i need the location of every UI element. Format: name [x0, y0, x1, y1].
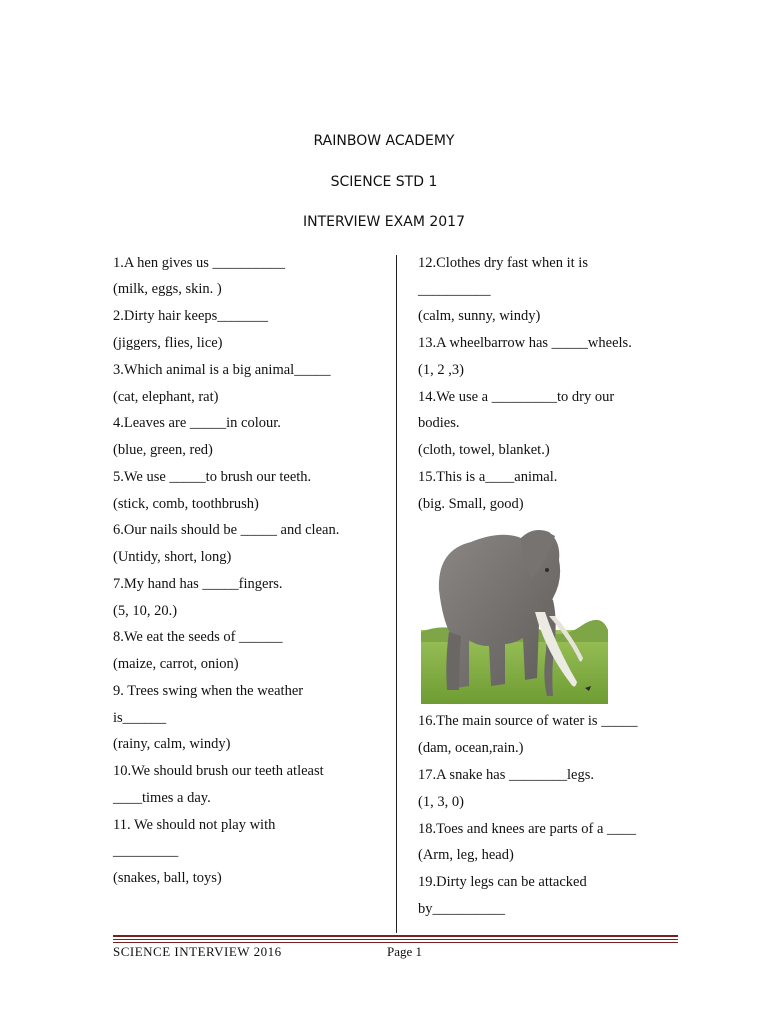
options-line: (dam, ocean,rain.) — [418, 740, 524, 756]
question-line: 6.Our nails should be _____ and clean. — [113, 522, 340, 538]
question-line: 7.My hand has _____fingers. — [113, 576, 283, 592]
question-line: 11. We should not play with — [113, 817, 276, 833]
options-line: (cloth, towel, blanket.) — [418, 442, 550, 458]
options-line: (calm, sunny, windy) — [418, 308, 541, 324]
options-line: (jiggers, flies, lice) — [113, 335, 223, 351]
options-line: (milk, eggs, skin. ) — [113, 281, 222, 297]
question-line: 13.A wheelbarrow has _____wheels. — [418, 335, 632, 351]
question-line: 15.This is a____animal. — [418, 469, 558, 485]
subject-title: SCIENCE STD 1 — [330, 174, 438, 190]
question-line: ____times a day. — [113, 790, 211, 806]
options-line: (1, 3, 0) — [418, 794, 464, 810]
question-line: 10.We should brush our teeth atleast — [113, 763, 324, 779]
footer-title: SCIENCE INTERVIEW 2016 — [113, 944, 282, 959]
page-number: Page 1 — [387, 944, 423, 959]
options-line: (cat, elephant, rat) — [113, 389, 219, 405]
elephant-photo — [421, 520, 608, 704]
question-line: bodies. — [418, 415, 460, 431]
question-line: _________ — [113, 843, 179, 859]
question-line: 4.Leaves are _____in colour. — [113, 415, 281, 431]
footer-rule — [113, 942, 678, 943]
footer-rule — [113, 939, 678, 940]
question-line: 12.Clothes dry fast when it is — [418, 255, 588, 271]
question-line: 9. Trees swing when the weather — [113, 683, 304, 699]
question-line: 1.A hen gives us __________ — [113, 255, 285, 271]
question-line: by__________ — [418, 901, 505, 917]
exam-title: INTERVIEW EXAM 2017 — [303, 214, 465, 230]
question-line: 16.The main source of water is _____ — [418, 713, 638, 729]
column-divider — [396, 255, 397, 933]
question-line: 2.Dirty hair keeps_______ — [113, 308, 269, 324]
question-line: 18.Toes and knees are parts of a ____ — [418, 821, 637, 837]
options-line: (blue, green, red) — [113, 442, 213, 458]
options-line: (stick, comb, toothbrush) — [113, 496, 259, 512]
options-line: (Arm, leg, head) — [418, 847, 514, 863]
question-line: 5.We use _____to brush our teeth. — [113, 469, 312, 485]
question-line: 19.Dirty legs can be attacked — [418, 874, 587, 890]
question-line: 14.We use a _________to dry our — [418, 389, 615, 405]
footer-rule — [113, 935, 678, 937]
options-line: (maize, carrot, onion) — [113, 656, 239, 672]
options-line: (big. Small, good) — [418, 496, 524, 512]
question-line: 17.A snake has ________legs. — [418, 767, 594, 783]
options-line: (rainy, calm, windy) — [113, 736, 231, 752]
question-line: 8.We eat the seeds of ______ — [113, 629, 283, 645]
school-name: RAINBOW ACADEMY — [313, 133, 455, 149]
options-line: (5, 10, 20.) — [113, 603, 178, 619]
question-line: 3.Which animal is a big animal_____ — [113, 362, 331, 378]
options-line: (Untidy, short, long) — [113, 549, 232, 565]
question-line: __________ — [418, 282, 491, 298]
question-line: is______ — [113, 710, 167, 726]
options-line: (snakes, ball, toys) — [113, 870, 222, 886]
options-line: (1, 2 ,3) — [418, 362, 464, 378]
